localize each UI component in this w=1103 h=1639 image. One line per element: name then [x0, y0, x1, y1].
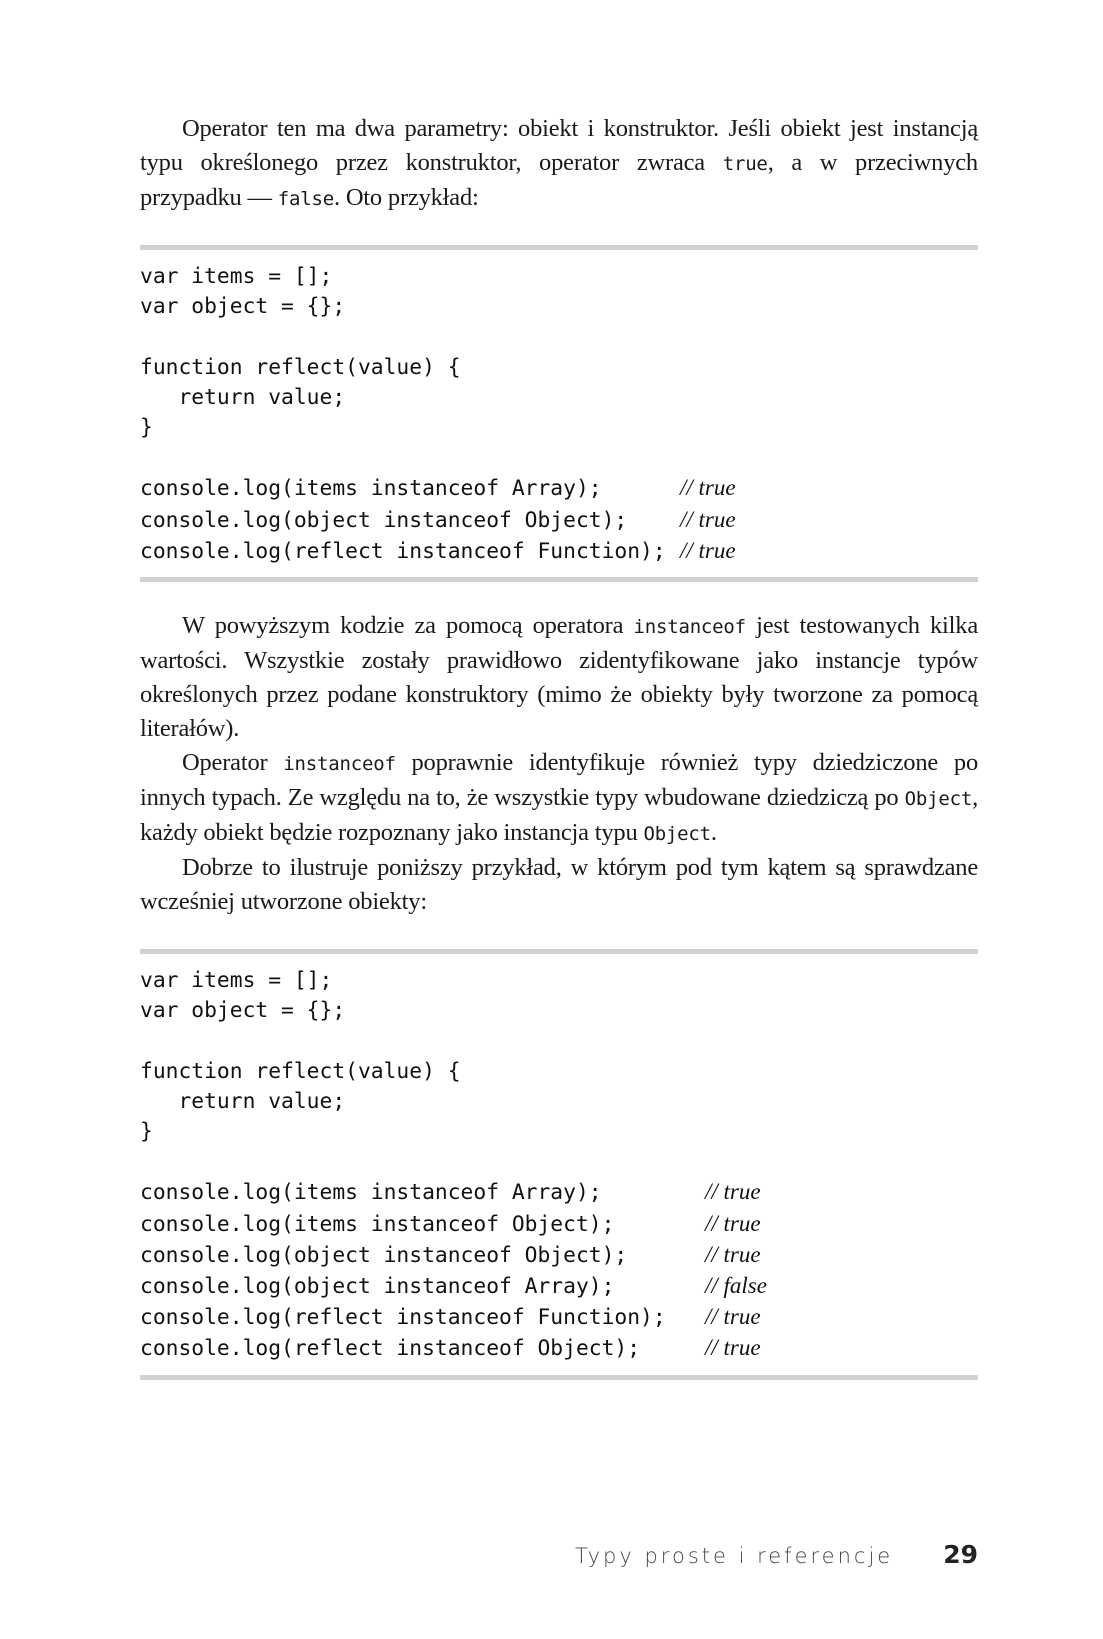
text-run: W powyższym kodzie za pomocą operatora	[182, 612, 634, 640]
code-line: console.log(reflect instanceof Function);	[140, 1305, 666, 1331]
code-block-1-pre	[140, 262, 978, 567]
code-comment: // true	[705, 1210, 761, 1236]
text-run: . Oto przykład:	[333, 184, 479, 211]
code-line: function reflect(value) {	[140, 1058, 461, 1084]
code-line: return value;	[140, 384, 346, 410]
text-run: , a w przeciwnych przypadku —	[140, 149, 978, 211]
code-line: var object = {};	[140, 998, 346, 1024]
text-run: .	[710, 819, 717, 847]
page-footer	[575, 1540, 978, 1569]
paragraph-group	[140, 609, 978, 919]
code-comment: // true	[705, 1179, 761, 1205]
code-comment: // true	[705, 1241, 761, 1267]
inline-code: false	[277, 188, 334, 210]
inline-code: Object	[904, 788, 973, 811]
code-block-1	[140, 245, 978, 582]
chapter-title: Typy proste i referencje	[575, 1544, 894, 1568]
code-line: var items = [];	[140, 968, 333, 994]
inline-code: instanceof	[633, 616, 746, 639]
code-line: console.log(items instanceof Array);	[140, 476, 602, 502]
page-content	[140, 112, 978, 1380]
code-comment: // true	[680, 537, 736, 563]
code-line: var items = [];	[140, 264, 333, 289]
code-comment: // true	[680, 506, 736, 532]
code-comment: // true	[680, 475, 736, 501]
code-comment: // false	[705, 1273, 767, 1299]
code-comment: // true	[705, 1304, 761, 1330]
code-line: console.log(items instanceof Object);	[140, 1211, 615, 1237]
text-run: poprawnie identyfikuje również typy dziedziczone po innych typach. Ze względu na to, że wszystkie typy wbudowane dziedziczą po	[140, 749, 978, 812]
paragraph-example-intro	[140, 851, 978, 919]
text-run: jest testowanych kilka wartości. Wszystkie zostały prawidłowo zidentyfikowane jako instancje typów określonych przez podane konstruktory (mimo że obiekty były tworzone za pomocą literałów).	[140, 612, 978, 743]
paragraph-inheritance	[140, 746, 978, 851]
code-line: }	[140, 1119, 153, 1145]
code-block-2-pre	[140, 966, 978, 1365]
code-block-2	[140, 949, 978, 1380]
text-run: Dobrze to ilustruje poniższy przykład, w którym pod tym kątem są sprawdzane wcześniej utworzone obiekty:	[140, 854, 978, 916]
code-line: console.log(reflect instanceof Function);	[140, 538, 666, 564]
code-line: var object = {};	[140, 294, 346, 320]
inline-code: Object	[643, 823, 711, 846]
text-run: Operator ten ma dwa parametry: obiekt i konstruktor. Jeśli obiekt jest instancją typu określonego przez konstruktor, operator zwraca	[140, 115, 978, 176]
text-run: , każdy obiekt będzie rozpoznany jako instancja typu	[140, 784, 978, 847]
text-run: Operator	[182, 749, 284, 777]
inline-code: true	[722, 153, 768, 175]
paragraph-intro	[140, 112, 978, 216]
code-line: }	[140, 415, 153, 441]
code-comment: // true	[705, 1335, 761, 1361]
code-line: console.log(object instanceof Object);	[140, 507, 628, 533]
paragraph-explanation	[140, 609, 978, 746]
page-number: 29	[943, 1540, 978, 1569]
code-line: console.log(reflect instanceof Object);	[140, 1336, 641, 1362]
code-line: return value;	[140, 1088, 346, 1114]
code-line: function reflect(value) {	[140, 354, 461, 380]
code-line: console.log(object instanceof Array);	[140, 1274, 615, 1300]
code-line: console.log(items instanceof Array);	[140, 1180, 602, 1206]
inline-code: instanceof	[283, 753, 396, 776]
code-line: console.log(object instanceof Object);	[140, 1242, 628, 1268]
